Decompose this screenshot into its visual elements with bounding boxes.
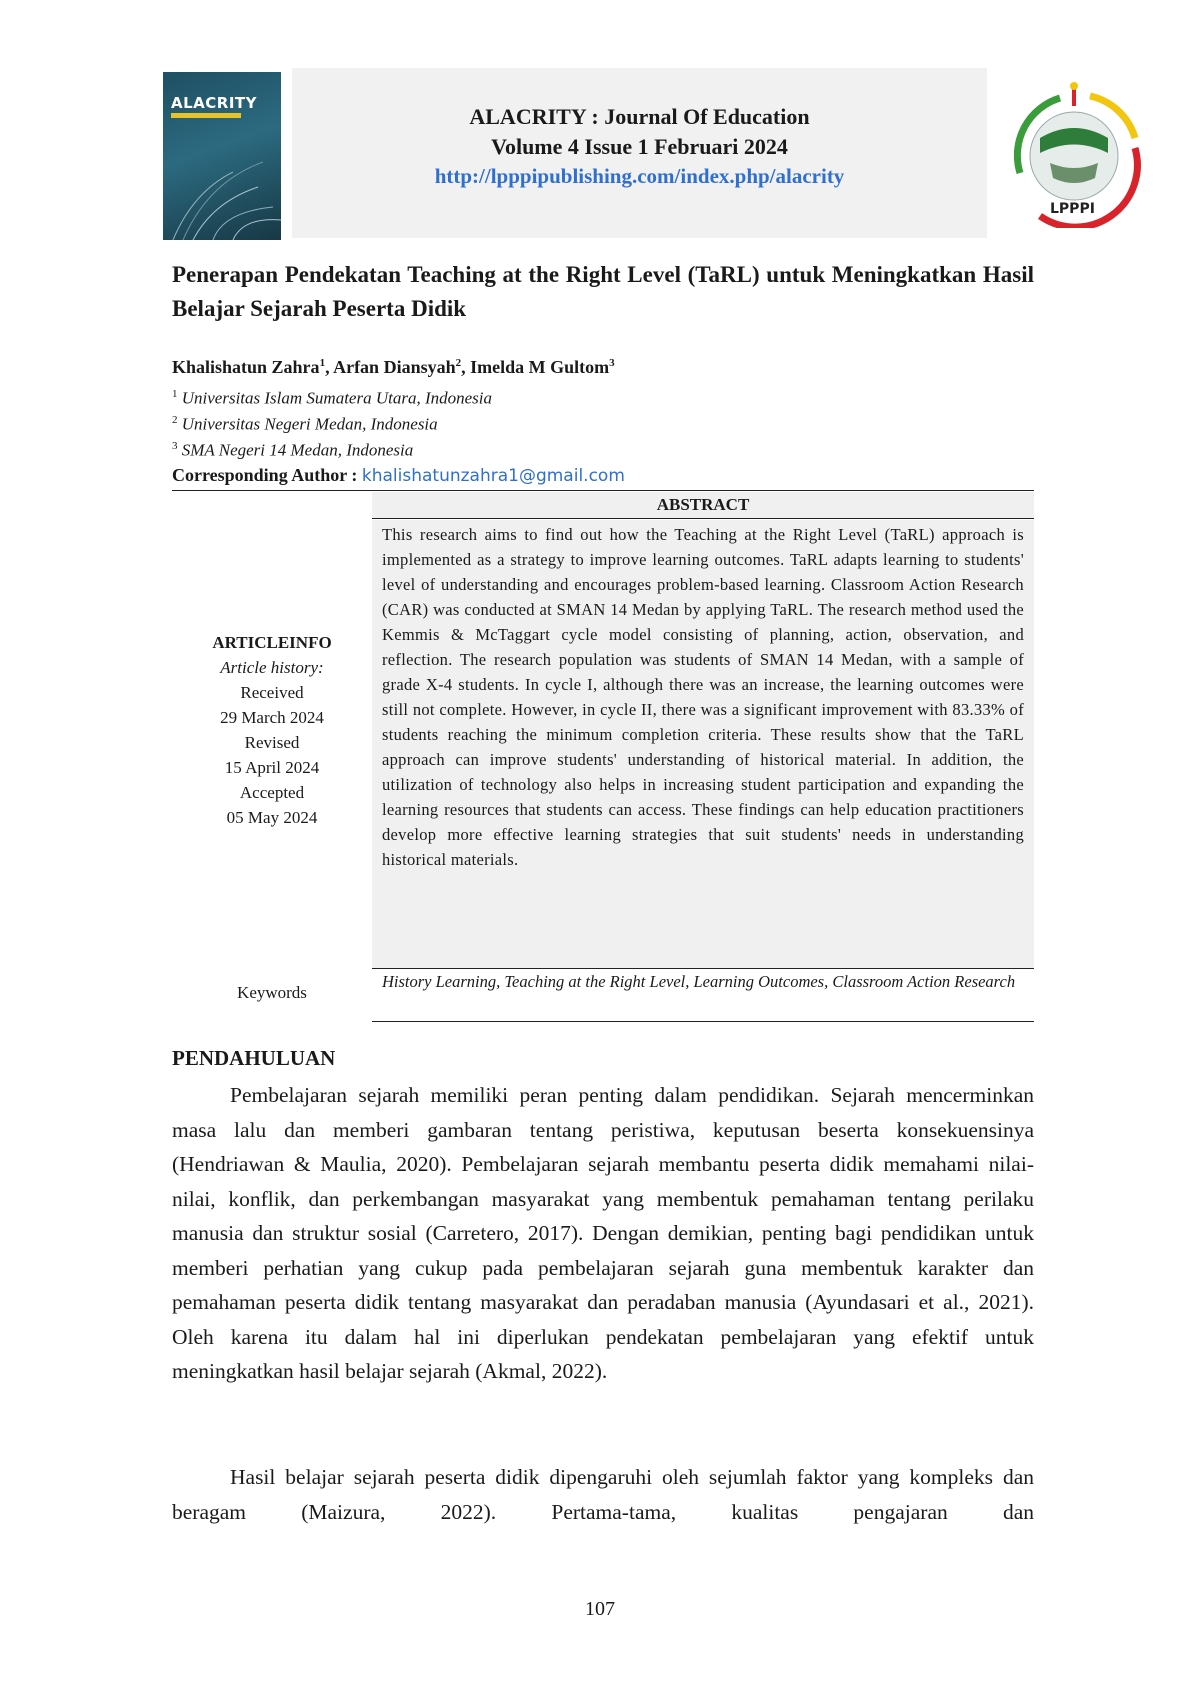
cover-grass-illustration	[163, 132, 281, 240]
lpppi-logo-text: LPPPI	[1050, 201, 1095, 217]
revised-label: Revised	[244, 733, 300, 752]
section-heading: PENDAHULUAN	[172, 1046, 336, 1070]
journal-title: ALACRITY : Journal Of Education	[469, 104, 810, 129]
affiliation-sup: 2	[172, 414, 178, 426]
corresponding-email-link[interactable]: khalishatunzahra1@gmail.com	[361, 466, 625, 486]
author-name: Arfan Diansyah	[333, 357, 456, 377]
journal-cover-image	[163, 72, 281, 240]
affiliation-1	[172, 388, 492, 409]
paper-title: Penerapan Pendekatan Teaching at the Right Level (TaRL) untuk Meningkatkan Hasil Belajar Sejarah Peserta Didik	[172, 262, 1034, 321]
abstract-box	[372, 520, 1034, 968]
author-sup: 3	[609, 357, 615, 369]
divider	[172, 490, 1034, 491]
affiliation-text: Universitas Islam Sumatera Utara, Indonesia	[181, 388, 492, 408]
affiliation-3	[172, 440, 413, 461]
revised-date: 15 April 2024	[224, 758, 320, 777]
cover-title: ALACRITY	[171, 94, 258, 112]
keywords-label: Keywords	[237, 983, 307, 1002]
article-info	[172, 630, 372, 830]
author-sup: 1	[319, 357, 326, 369]
affiliation-sup: 3	[172, 440, 178, 452]
lpppi-logo	[1000, 78, 1148, 228]
divider	[372, 968, 1034, 969]
corresponding-label: Corresponding Author :	[172, 465, 358, 485]
accepted-date: 05 May 2024	[226, 808, 318, 827]
divider	[372, 1021, 1034, 1022]
author-name: Khalishatun Zahra	[172, 357, 320, 377]
author-list: Khalishatun Zahra$^1$, Arfan Diansyah$^2$, Imelda M Gultom$^3$	[172, 357, 615, 377]
accepted-label: Accepted	[239, 783, 305, 802]
received-date: 29 March 2024	[220, 708, 324, 727]
affiliation-2	[172, 414, 438, 435]
abstract-text: This research aims to find out how the Teaching at the Right Level (TaRL) approach is implemented as a strategy to improve learning outcomes. TaRL adapts learning to students' level of understanding and encourages problem-based learning. Classroom Action Research (CAR) was conducted at SMAN 14 Medan by applying TaRL. The research method used the Kemmis & McTaggart cycle model consisting of planning, action, observation, and reflection. The research population was students of SMAN 14 Medan, with a sample of grade X-4 students. In cycle I, although there was an increase, the learning outcomes were still not complete. However, in cycle II, there was a significant improvement with 83.33% of students reaching the minimum completion criteria. These results show that the TaRL approach can improve students' understanding of historical material. In addition, the utilization of technology also helps in increasing student participation and expanding the learning resources that students can access. These findings can help education practitioners develop more effective learning strategies that suit students' needs in understanding historical materials.	[382, 525, 1024, 869]
article-history-label: Article history:	[220, 658, 324, 677]
author-name: Imelda M Gultom	[470, 357, 610, 377]
affiliation-sup: 1	[172, 388, 178, 400]
affiliation-text: SMA Negeri 14 Medan, Indonesia	[181, 440, 414, 460]
journal-banner	[292, 68, 987, 238]
affiliation-text: Universitas Negeri Medan, Indonesia	[181, 414, 438, 434]
received-label: Received	[240, 683, 304, 702]
page-number: 107	[585, 1598, 615, 1620]
cover-subtitle-bar	[171, 113, 241, 118]
body-paragraph: Pembelajaran sejarah memiliki peran penting dalam pendidikan. Sejarah mencerminkan masa lalu dan memberi gambaran tentang peristiwa, keputusan beserta konsekuensinya (Hendriawan & Maulia, 2020). Pembelajaran sejarah membantu peserta didik memahami nilai-nilai, konflik, dan perkembangan masyarakat yang membentuk pemahaman tentang perilaku manusia dan struktur sosial (Carretero, 2017). Dengan demikian, penting bagi pendidikan untuk memberi perhatian yang cukup pada pembelajaran sejarah guna membentuk karakter dan pemahaman peserta didik tentang masyarakat dan peradaban manusia (Ayundasari et al., 2021). Oleh karena itu dalam hal ini diperlukan pendekatan pembelajaran yang efektif untuk meningkatkan hasil belajar sejarah (Akmal, 2022).	[172, 1083, 1034, 1383]
abstract-heading: ABSTRACT	[372, 492, 1034, 519]
journal-url-link[interactable]: http://lpppipublishing.com/index.php/alacrity	[434, 164, 845, 188]
keywords-text: History Learning, Teaching at the Right Level, Learning Outcomes, Classroom Action Research	[382, 972, 1016, 991]
body-paragraph: Hasil belajar sejarah peserta didik dipengaruhi oleh sejumlah faktor yang kompleks dan beragam (Maizura, 2022). Pertama-tama, kualitas pengajaran dan	[172, 1465, 1034, 1524]
corresponding-author	[172, 465, 625, 486]
journal-volume: Volume 4 Issue 1 Februari 2024	[491, 134, 788, 159]
article-info-heading: ARTICLEINFO	[212, 633, 332, 652]
author-sup: 2	[455, 357, 462, 369]
